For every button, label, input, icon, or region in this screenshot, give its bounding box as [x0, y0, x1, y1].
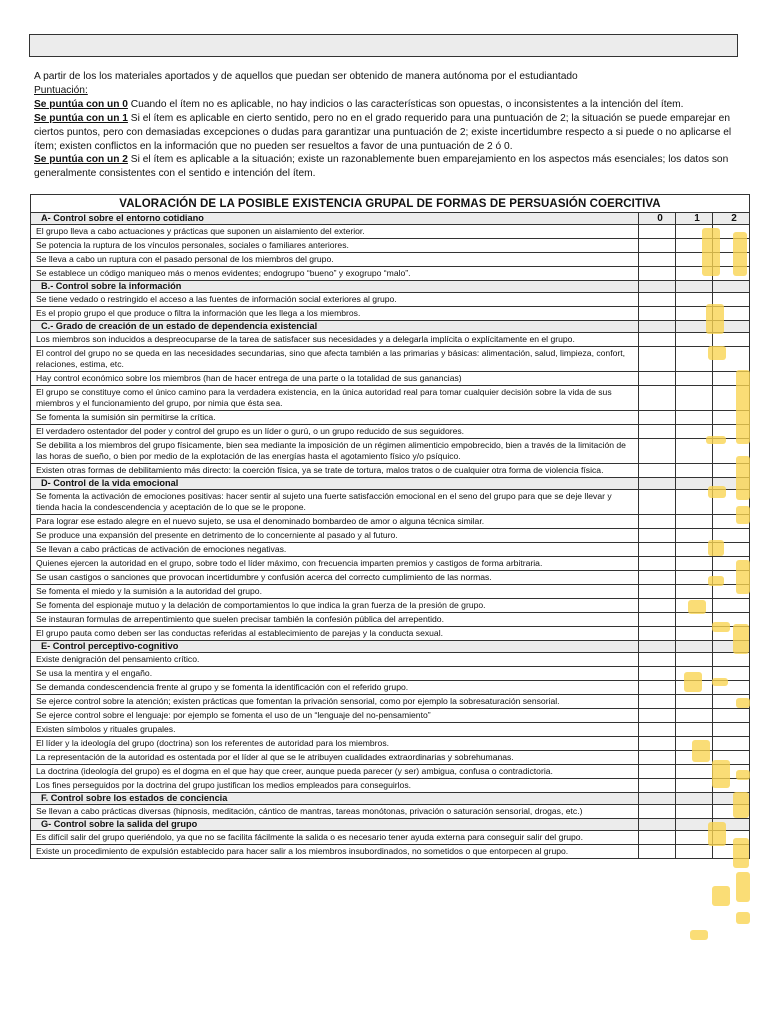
- score-cell-0[interactable]: [639, 529, 676, 543]
- item-row: [31, 653, 750, 667]
- item-row: [31, 737, 750, 751]
- score-cell-0[interactable]: [639, 464, 676, 478]
- score-cell-0[interactable]: [639, 411, 676, 425]
- highlighter-mark: [733, 838, 749, 868]
- document-title-box: [29, 34, 738, 57]
- score-cell-1[interactable]: [676, 653, 713, 667]
- item-text: El grupo lleva a cabo actuaciones y prácticas que suponen un aislamiento del exterior.: [31, 225, 639, 239]
- score-cell-2[interactable]: [713, 333, 750, 347]
- score-cell-1[interactable]: [676, 411, 713, 425]
- score-cell-0[interactable]: [639, 239, 676, 253]
- highlighter-mark: [736, 698, 750, 708]
- highlighter-mark: [692, 740, 710, 762]
- item-text: El control del grupo no se queda en las necesidades secundarias, sino que afecta también a las primarias y básicas: alimentación, salud, limpieza, confort, relaciones, estima, etc.: [31, 347, 639, 372]
- item-text: Se ejerce control sobre el lenguaje: por ejemplo se fomenta el uso de un “lenguaje del no-pensamiento”: [31, 709, 639, 723]
- assessment-table: [30, 212, 750, 859]
- assessment-sheet: [30, 194, 750, 859]
- rule-2: [34, 153, 734, 181]
- score-cell-1[interactable]: [676, 805, 713, 819]
- item-row: [31, 253, 750, 267]
- score-cell-1[interactable]: [676, 585, 713, 599]
- item-text: El verdadero ostentador del poder y control del grupo es un líder o gurú, o un grupo reducido de sus seguidores.: [31, 425, 639, 439]
- section-title: G- Control sobre la salida del grupo: [31, 819, 639, 831]
- section-header-row: [31, 281, 750, 293]
- score-cell-0[interactable]: [639, 333, 676, 347]
- item-text: Se fomenta la activación de emociones positivas: hacer sentir al sujeto una fuerte satisfacción emocional en el seno del grupo para que se deje llevar y tienda hacia la condescendencia y aceptación de lo que se le propone.: [31, 490, 639, 515]
- score-cell-0[interactable]: [639, 557, 676, 571]
- item-text: Existen otras formas de debilitamiento más directo: la coerción física, ya se trate de tortura, malos tratos o de cualquier otra forma de violencia física.: [31, 464, 639, 478]
- score-cell-0[interactable]: [639, 425, 676, 439]
- item-row: [31, 751, 750, 765]
- highlighter-mark: [733, 232, 747, 276]
- score-cell-0[interactable]: [639, 490, 676, 515]
- rule-1-label: Se puntúa con un 1: [34, 112, 128, 124]
- score-cell-0[interactable]: [639, 372, 676, 386]
- item-text: El grupo pauta como deben ser las conductas referidas al establecimiento de parejas y la conducta sexual.: [31, 627, 639, 641]
- highlighter-mark: [708, 540, 724, 556]
- score-column-header: 1: [676, 213, 713, 225]
- section-header-row: [31, 213, 750, 225]
- highlighter-mark: [708, 346, 726, 360]
- score-cell-0[interactable]: [639, 723, 676, 737]
- item-text: Hay control económico sobre los miembros (han de hacer entrega de una parte o la totalidad de sus ganancias): [31, 372, 639, 386]
- score-cell-1[interactable]: [676, 779, 713, 793]
- rule-0-text: Cuando el ítem no es aplicable, no hay indicios o las características son opuestas, o inconsistentes a la intención del ítem.: [127, 98, 684, 110]
- highlighter-mark: [684, 672, 702, 692]
- item-text: Los miembros son inducidos a despreocuparse de la tarea de satisfacer sus necesidades y a delegarla implícita o explícitamente en el grupo.: [31, 333, 639, 347]
- item-text: Se fomenta la sumisión sin permitirse la crítica.: [31, 411, 639, 425]
- item-row: [31, 267, 750, 281]
- highlighter-mark: [706, 304, 724, 334]
- score-column-header: 2: [713, 213, 750, 225]
- item-text: Se tiene vedado o restringido el acceso a las fuentes de información social exteriores al grupo.: [31, 293, 639, 307]
- score-cell-0[interactable]: [639, 805, 676, 819]
- score-cell-0[interactable]: [639, 695, 676, 709]
- item-row: [31, 293, 750, 307]
- score-cell-1[interactable]: [676, 386, 713, 411]
- item-text: Quienes ejercen la autoridad en el grupo, sobre todo el líder máximo, con frecuencia imparten premios y castigos de forma arbitraria.: [31, 557, 639, 571]
- item-row: [31, 239, 750, 253]
- score-cell-1[interactable]: [676, 543, 713, 557]
- score-cell-1[interactable]: [676, 765, 713, 779]
- item-row: [31, 307, 750, 321]
- item-row: [31, 709, 750, 723]
- item-row: [31, 695, 750, 709]
- item-text: Es el propio grupo el que produce o filtra la información que les llega a los miembros.: [31, 307, 639, 321]
- rule-1: [34, 112, 734, 154]
- item-row: [31, 845, 750, 859]
- score-cell-1[interactable]: [676, 490, 713, 515]
- score-cell-0[interactable]: [639, 667, 676, 681]
- highlighter-mark: [708, 576, 724, 586]
- section-header-row: [31, 478, 750, 490]
- score-cell-0[interactable]: [639, 627, 676, 641]
- item-row: [31, 543, 750, 557]
- item-text: Se produce una expansión del presente en detrimento de lo concerniente al pasado y al futuro.: [31, 529, 639, 543]
- highlighter-mark: [712, 886, 730, 906]
- score-cell-1[interactable]: [676, 627, 713, 641]
- score-cell-0[interactable]: [639, 307, 676, 321]
- score-cell-0[interactable]: [639, 613, 676, 627]
- score-cell-1[interactable]: [676, 529, 713, 543]
- item-row: [31, 425, 750, 439]
- score-cell-0[interactable]: [639, 515, 676, 529]
- score-cell-1[interactable]: [676, 347, 713, 372]
- score-cell-0[interactable]: [639, 737, 676, 751]
- score-cell-0[interactable]: [639, 831, 676, 845]
- item-text: Se llevan a cabo prácticas de activación de emociones negativas.: [31, 543, 639, 557]
- item-text: Se usan castigos o sanciones que provocan incertidumbre y confusión acerca del correcto cumplimiento de las normas.: [31, 571, 639, 585]
- score-cell-0[interactable]: [639, 599, 676, 613]
- item-text: Se establece un código maniqueo más o menos evidentes; endogrupo “bueno” y exogrupo “malo”.: [31, 267, 639, 281]
- score-cell-1[interactable]: [676, 613, 713, 627]
- highlighter-mark: [736, 770, 750, 780]
- score-cell-1[interactable]: [676, 372, 713, 386]
- item-row: [31, 571, 750, 585]
- highlighter-mark: [736, 560, 750, 594]
- highlighter-mark: [708, 822, 726, 846]
- item-text: Los fines perseguidos por la doctrina del grupo justifican los medios empleados para conseguirlos.: [31, 779, 639, 793]
- intro-line: A partir de los los materiales aportados y de aquellos que puedan ser obtenido de manera autónoma por el estudiantado: [34, 71, 578, 82]
- item-text: Se fomenta el miedo y la sumisión a la autoridad del grupo.: [31, 585, 639, 599]
- item-text: Se llevan a cabo prácticas diversas (hipnosis, meditación, cántico de mantras, tareas monótonas, privación o saturación sensorial, drogas, etc.): [31, 805, 639, 819]
- score-cell-0[interactable]: [639, 653, 676, 667]
- item-row: [31, 529, 750, 543]
- item-row: [31, 681, 750, 695]
- item-row: [31, 627, 750, 641]
- highlighter-mark: [712, 622, 730, 632]
- item-row: [31, 723, 750, 737]
- score-cell-0[interactable]: [639, 571, 676, 585]
- score-cell-1[interactable]: [676, 723, 713, 737]
- item-row: [31, 225, 750, 239]
- score-cell-0[interactable]: [639, 543, 676, 557]
- score-cell-1[interactable]: [676, 695, 713, 709]
- section-title: E- Control perceptivo-cognitivo: [31, 641, 639, 653]
- item-row: [31, 585, 750, 599]
- section-header-row: [31, 819, 750, 831]
- score-column-header: 0: [639, 213, 676, 225]
- score-cell-1[interactable]: [676, 571, 713, 585]
- score-cell-2[interactable]: [713, 709, 750, 723]
- score-cell-0[interactable]: [639, 347, 676, 372]
- score-cell-1[interactable]: [676, 333, 713, 347]
- rule-2-label: Se puntúa con un 2: [34, 154, 128, 166]
- item-text: El líder y la ideología del grupo (doctrina) son los referentes de autoridad para los miembros.: [31, 737, 639, 751]
- score-header-cell: [676, 641, 713, 653]
- score-cell-1[interactable]: [676, 515, 713, 529]
- rule-0-label: Se puntúa con un 0: [34, 98, 128, 110]
- highlighter-mark: [736, 370, 750, 444]
- score-cell-0[interactable]: [639, 439, 676, 464]
- item-text: Existe un procedimiento de expulsión establecido para hacer salir a los miembros insubordinados, no sometidos o que entorpecen al grupo.: [31, 845, 639, 859]
- score-header-cell: [713, 281, 750, 293]
- intro-text: [34, 70, 734, 181]
- highlighter-mark: [736, 872, 750, 902]
- section-header-row: [31, 793, 750, 805]
- score-cell-1[interactable]: [676, 831, 713, 845]
- item-row: [31, 557, 750, 571]
- puntuacion-label: Puntuación:: [34, 84, 88, 96]
- item-text: Se demanda condescendencia frente al grupo y se fomenta la identificación con el referido grupo.: [31, 681, 639, 695]
- score-cell-1[interactable]: [676, 464, 713, 478]
- score-header-cell: [639, 281, 676, 293]
- score-cell-0[interactable]: [639, 779, 676, 793]
- item-text: Existe denigración del pensamiento crítico.: [31, 653, 639, 667]
- item-row: [31, 464, 750, 478]
- rule-0: [34, 98, 734, 112]
- item-row: [31, 333, 750, 347]
- section-title: F. Control sobre los estados de conciencia: [31, 793, 639, 805]
- score-cell-1[interactable]: [676, 845, 713, 859]
- item-text: Se instauran formulas de arrepentimiento que suelen precisar también la confesión pública del arrepentido.: [31, 613, 639, 627]
- item-row: [31, 779, 750, 793]
- item-row: [31, 805, 750, 819]
- score-cell-1[interactable]: [676, 557, 713, 571]
- score-cell-0[interactable]: [639, 585, 676, 599]
- score-cell-0[interactable]: [639, 709, 676, 723]
- item-text: Se lleva a cabo un ruptura con el pasado personal de los miembros del grupo.: [31, 253, 639, 267]
- item-row: [31, 372, 750, 386]
- highlighter-mark: [733, 792, 749, 818]
- highlighter-mark: [712, 760, 730, 788]
- score-header-cell: [639, 819, 676, 831]
- section-title: B.- Control sobre la información: [31, 281, 639, 293]
- section-header-row: [31, 641, 750, 653]
- score-header-cell: [676, 478, 713, 490]
- score-cell-0[interactable]: [639, 225, 676, 239]
- score-cell-0[interactable]: [639, 386, 676, 411]
- section-title: C.- Grado de creación de un estado de dependencia existencial: [31, 321, 639, 333]
- score-cell-1[interactable]: [676, 709, 713, 723]
- score-header-cell: [639, 793, 676, 805]
- section-title: D- Control de la vida emocional: [31, 478, 639, 490]
- item-row: [31, 765, 750, 779]
- score-header-cell: [676, 793, 713, 805]
- item-row: [31, 515, 750, 529]
- item-text: Para lograr ese estado alegre en el nuevo sujeto, se usa el denominado bombardeo de amor o alguna técnica similar.: [31, 515, 639, 529]
- item-row: [31, 490, 750, 515]
- highlighter-mark: [733, 624, 749, 654]
- section-title: A- Control sobre el entorno cotidiano: [31, 213, 639, 225]
- item-row: [31, 667, 750, 681]
- item-text: Existen símbolos y rituales grupales.: [31, 723, 639, 737]
- highlighter-mark: [736, 912, 750, 924]
- item-text: Es difícil salir del grupo queriéndolo, ya que no se facilita fácilmente la salida o es necesario tener ayuda externa para conseguir salir del grupo.: [31, 831, 639, 845]
- item-text: Se debilita a los miembros del grupo físicamente, bien sea mediante la imposición de un régimen alimenticio empobrecido, bien a través de la limitación de las horas de sueño, o bien por medio de la explotación de las energías hasta el agotamiento físico y/o psíquico.: [31, 439, 639, 464]
- highlighter-mark: [706, 436, 726, 444]
- score-cell-0[interactable]: [639, 293, 676, 307]
- item-text: Se ejerce control sobre la atención; existen prácticas que fomentan la privación sensorial, como por ejemplo la sobresaturación sensorial.: [31, 695, 639, 709]
- score-cell-0[interactable]: [639, 253, 676, 267]
- item-row: [31, 347, 750, 372]
- highlighter-mark: [702, 228, 720, 276]
- score-cell-2[interactable]: [713, 737, 750, 751]
- item-row: [31, 831, 750, 845]
- score-header-cell: [639, 321, 676, 333]
- item-row: [31, 386, 750, 411]
- section-header-row: [31, 321, 750, 333]
- highlighter-mark: [688, 600, 706, 614]
- item-text: Se potencia la ruptura de los vínculos personales, sociales o familiares anteriores.: [31, 239, 639, 253]
- highlighter-mark: [708, 486, 726, 498]
- item-text: Se usa la mentira y el engaño.: [31, 667, 639, 681]
- highlighter-mark: [690, 930, 708, 940]
- item-text: La doctrina (ideología del grupo) es el dogma en el que hay que creer, aunque pueda parecer (y ser) ambigua, confusa o contradictoria.: [31, 765, 639, 779]
- score-cell-0[interactable]: [639, 845, 676, 859]
- score-cell-2[interactable]: [713, 653, 750, 667]
- score-header-cell: [639, 478, 676, 490]
- score-header-cell: [676, 281, 713, 293]
- rule-1-text: Si el ítem es aplicable en cierto sentido, pero no en el grado requerido para una puntuación de 2; la situación se puede emparejar en ciertos puntos, pero con demasiadas excepciones o dudas para garantizar una puntuación de 2; existe incertidumbre respecto a si puede o no aplicarse el ítem; existen conflictos en la información que no pueden ser resueltos a favor de una puntuación de 2 ó 0.: [34, 112, 732, 152]
- score-cell-0[interactable]: [639, 751, 676, 765]
- score-cell-2[interactable]: [713, 723, 750, 737]
- item-text: El grupo se constituye como el único camino para la verdadera existencia, en la única autoridad real para tomar cualquier decisión sobre la vida de sus miembros y el funcionamiento del grupo, por nimia que ésta sea.: [31, 386, 639, 411]
- score-cell-0[interactable]: [639, 681, 676, 695]
- item-text: La representación de la autoridad es ostentada por el líder al que se le atribuyen cualidades extraordinarias y sobrehumanas.: [31, 751, 639, 765]
- rule-2-text: Si el ítem es aplicable a la situación; existe un razonablemente buen emparejamiento en los aspectos más esenciales; los datos son generalmente consistentes con el sentido e intención del ítem.: [34, 154, 729, 180]
- score-header-cell: [639, 641, 676, 653]
- item-row: [31, 439, 750, 464]
- highlighter-mark: [736, 506, 750, 524]
- highlighter-mark: [736, 456, 750, 500]
- table-title: VALORACIÓN DE LA POSIBLE EXISTENCIA GRUPAL DE FORMAS DE PERSUASIÓN COERCITIVA: [30, 194, 750, 212]
- score-cell-2[interactable]: [713, 599, 750, 613]
- item-text: Se fomenta del espionaje mutuo y la delación de comportamientos lo que indica la gran fuerza de la presión de grupo.: [31, 599, 639, 613]
- highlighter-mark: [712, 678, 728, 686]
- score-cell-0[interactable]: [639, 765, 676, 779]
- item-row: [31, 613, 750, 627]
- score-cell-0[interactable]: [639, 267, 676, 281]
- score-header-cell: [676, 819, 713, 831]
- item-row: [31, 411, 750, 425]
- item-row: [31, 599, 750, 613]
